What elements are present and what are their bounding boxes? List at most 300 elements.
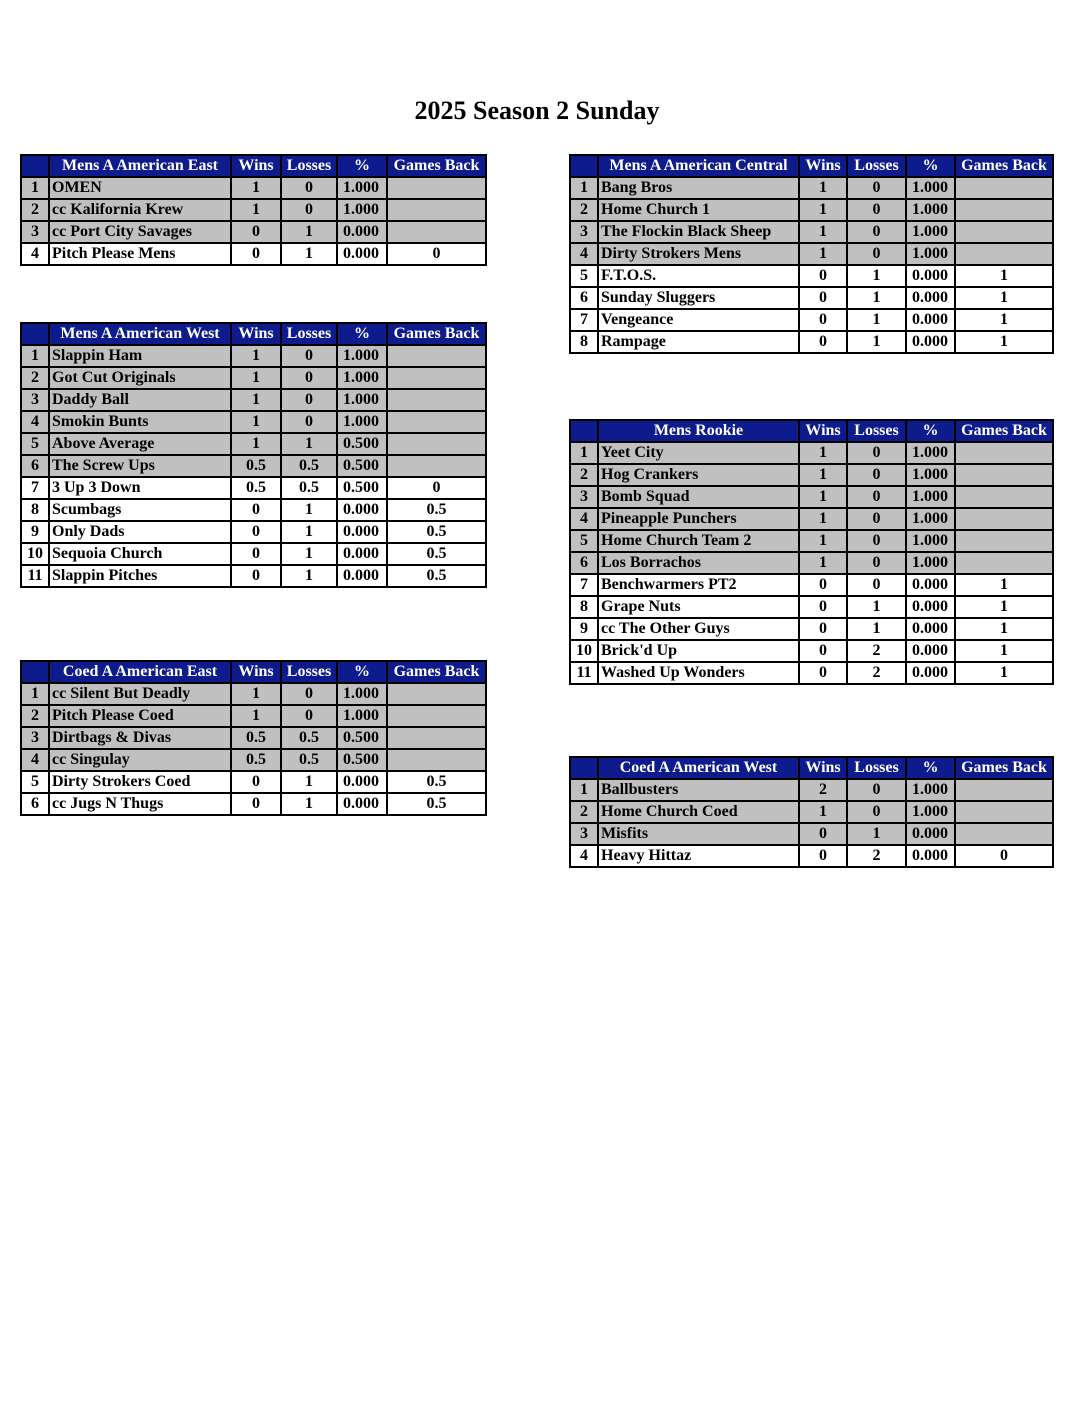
- table-row: [21, 683, 486, 705]
- table-row: [21, 389, 486, 411]
- header-games-back: Games Back: [387, 661, 486, 683]
- division-name: Coed A American West: [598, 757, 799, 779]
- rank-cell: 4: [21, 749, 49, 771]
- wins-cell: 0.5: [231, 727, 281, 749]
- wins-cell: 1: [799, 442, 847, 464]
- rank-cell: 11: [570, 662, 598, 684]
- team-name-cell: Dirty Strokers Mens: [598, 243, 799, 265]
- team-name-cell: Home Church 1: [598, 199, 799, 221]
- pct-cell: 1.000: [337, 389, 387, 411]
- games-back-cell: [955, 221, 1053, 243]
- games-back-cell: [955, 552, 1053, 574]
- games-back-cell: [387, 221, 486, 243]
- team-name-cell: Washed Up Wonders: [598, 662, 799, 684]
- games-back-cell: 0: [387, 477, 486, 499]
- table-row: [570, 530, 1053, 552]
- rank-cell: 6: [21, 455, 49, 477]
- team-name-cell: Ballbusters: [598, 779, 799, 801]
- rank-cell: 5: [570, 530, 598, 552]
- team-name-cell: The Flockin Black Sheep: [598, 221, 799, 243]
- losses-cell: 1: [281, 243, 337, 265]
- games-back-cell: 0.5: [387, 543, 486, 565]
- games-back-cell: [387, 177, 486, 199]
- table-row: [21, 499, 486, 521]
- wins-cell: 0: [231, 543, 281, 565]
- wins-cell: 1: [799, 552, 847, 574]
- games-back-cell: [387, 455, 486, 477]
- games-back-cell: [387, 389, 486, 411]
- rank-cell: 8: [570, 331, 598, 353]
- wins-cell: 0: [799, 618, 847, 640]
- table-row: [570, 845, 1053, 867]
- team-name-cell: The Screw Ups: [49, 455, 231, 477]
- games-back-cell: [955, 530, 1053, 552]
- losses-cell: 1: [847, 265, 906, 287]
- table-row: [21, 221, 486, 243]
- pct-cell: 1.000: [337, 683, 387, 705]
- division-name: Mens A American West: [49, 323, 231, 345]
- rank-cell: 6: [21, 793, 49, 815]
- pct-cell: 0.000: [337, 543, 387, 565]
- standings-table: [20, 322, 487, 588]
- wins-cell: 0.5: [231, 749, 281, 771]
- team-name-cell: Pineapple Punchers: [598, 508, 799, 530]
- table-header-row: [21, 323, 486, 345]
- losses-cell: 1: [281, 499, 337, 521]
- team-name-cell: Above Average: [49, 433, 231, 455]
- division-name: Mens Rookie: [598, 420, 799, 442]
- wins-cell: 1: [799, 177, 847, 199]
- pct-cell: 0.000: [906, 287, 955, 309]
- rank-cell: 2: [570, 801, 598, 823]
- losses-cell: 0: [281, 683, 337, 705]
- header-games-back: Games Back: [955, 757, 1053, 779]
- team-name-cell: cc Jugs N Thugs: [49, 793, 231, 815]
- wins-cell: 1: [799, 508, 847, 530]
- table-row: [570, 823, 1053, 845]
- division-name: Mens A American Central: [598, 155, 799, 177]
- games-back-cell: [955, 508, 1053, 530]
- header-pct: %: [906, 420, 955, 442]
- wins-cell: 0: [799, 331, 847, 353]
- wins-cell: 0: [231, 243, 281, 265]
- pct-cell: 1.000: [337, 345, 387, 367]
- rank-cell: 4: [570, 845, 598, 867]
- losses-cell: 0: [847, 552, 906, 574]
- division-name: Coed A American East: [49, 661, 231, 683]
- wins-cell: 1: [799, 199, 847, 221]
- table-row: [21, 565, 486, 587]
- losses-cell: 1: [281, 221, 337, 243]
- standings-table: [20, 660, 487, 816]
- table-row: [570, 309, 1053, 331]
- pct-cell: 1.000: [906, 464, 955, 486]
- team-name-cell: Bang Bros: [598, 177, 799, 199]
- losses-cell: 1: [281, 793, 337, 815]
- pct-cell: 0.000: [337, 793, 387, 815]
- table-header-row: [21, 661, 486, 683]
- games-back-cell: 1: [955, 662, 1053, 684]
- header-wins: Wins: [231, 661, 281, 683]
- losses-cell: 0.5: [281, 455, 337, 477]
- table-row: [21, 521, 486, 543]
- games-back-cell: 0.5: [387, 499, 486, 521]
- table-row: [570, 177, 1053, 199]
- team-name-cell: Got Cut Originals: [49, 367, 231, 389]
- rank-cell: 11: [21, 565, 49, 587]
- wins-cell: 0: [799, 823, 847, 845]
- rank-cell: 6: [570, 552, 598, 574]
- header-wins: Wins: [231, 323, 281, 345]
- table-row: [21, 455, 486, 477]
- losses-cell: 1: [281, 521, 337, 543]
- wins-cell: 1: [231, 389, 281, 411]
- rank-cell: 9: [21, 521, 49, 543]
- team-name-cell: 3 Up 3 Down: [49, 477, 231, 499]
- wins-cell: 0.5: [231, 477, 281, 499]
- losses-cell: 0: [847, 530, 906, 552]
- losses-cell: 2: [847, 845, 906, 867]
- header-games-back: Games Back: [387, 323, 486, 345]
- header-losses: Losses: [847, 155, 906, 177]
- rank-cell: 7: [570, 574, 598, 596]
- games-back-cell: [387, 705, 486, 727]
- rank-cell: 4: [570, 243, 598, 265]
- table-row: [21, 793, 486, 815]
- team-name-cell: Daddy Ball: [49, 389, 231, 411]
- table-row: [21, 433, 486, 455]
- losses-cell: 0: [847, 508, 906, 530]
- wins-cell: 1: [231, 367, 281, 389]
- team-name-cell: Heavy Hittaz: [598, 845, 799, 867]
- games-back-cell: [387, 367, 486, 389]
- team-name-cell: Sequoia Church: [49, 543, 231, 565]
- header-rank-cell: [21, 155, 49, 177]
- header-rank-cell: [21, 323, 49, 345]
- table-row: [21, 543, 486, 565]
- header-losses: Losses: [281, 661, 337, 683]
- wins-cell: 1: [231, 345, 281, 367]
- rank-cell: 4: [21, 411, 49, 433]
- losses-cell: 0.5: [281, 727, 337, 749]
- losses-cell: 1: [847, 287, 906, 309]
- table-row: [21, 177, 486, 199]
- losses-cell: 1: [281, 433, 337, 455]
- table-row: [570, 199, 1053, 221]
- rank-cell: 8: [570, 596, 598, 618]
- wins-cell: 1: [231, 199, 281, 221]
- pct-cell: 1.000: [906, 221, 955, 243]
- rank-cell: 10: [570, 640, 598, 662]
- header-games-back: Games Back: [955, 155, 1053, 177]
- header-pct: %: [906, 155, 955, 177]
- table-row: [21, 243, 486, 265]
- standings-table: [569, 756, 1054, 868]
- wins-cell: 0: [799, 640, 847, 662]
- wins-cell: 1: [231, 411, 281, 433]
- rank-cell: 3: [570, 823, 598, 845]
- wins-cell: 0: [799, 596, 847, 618]
- games-back-cell: [955, 442, 1053, 464]
- table-row: [570, 508, 1053, 530]
- header-rank-cell: [21, 661, 49, 683]
- pct-cell: 1.000: [337, 199, 387, 221]
- pct-cell: 1.000: [906, 530, 955, 552]
- table-row: [21, 727, 486, 749]
- pct-cell: 0.000: [337, 771, 387, 793]
- table-header-row: [570, 757, 1053, 779]
- losses-cell: 0: [281, 705, 337, 727]
- wins-cell: 0: [231, 221, 281, 243]
- pct-cell: 0.000: [337, 243, 387, 265]
- team-name-cell: cc Kalifornia Krew: [49, 199, 231, 221]
- wins-cell: 0: [799, 287, 847, 309]
- pct-cell: 0.000: [906, 845, 955, 867]
- wins-cell: 0: [231, 565, 281, 587]
- pct-cell: 1.000: [906, 801, 955, 823]
- games-back-cell: [387, 345, 486, 367]
- games-back-cell: [387, 433, 486, 455]
- losses-cell: 0: [281, 177, 337, 199]
- wins-cell: 1: [231, 683, 281, 705]
- header-losses: Losses: [281, 323, 337, 345]
- header-games-back: Games Back: [387, 155, 486, 177]
- pct-cell: 0.500: [337, 477, 387, 499]
- rank-cell: 2: [21, 199, 49, 221]
- pct-cell: 1.000: [906, 486, 955, 508]
- games-back-cell: 1: [955, 265, 1053, 287]
- pct-cell: 1.000: [906, 177, 955, 199]
- team-name-cell: Slappin Ham: [49, 345, 231, 367]
- losses-cell: 1: [847, 331, 906, 353]
- wins-cell: 0: [231, 499, 281, 521]
- wins-cell: 1: [799, 464, 847, 486]
- team-name-cell: cc Silent But Deadly: [49, 683, 231, 705]
- table-row: [570, 243, 1053, 265]
- header-wins: Wins: [231, 155, 281, 177]
- rank-cell: 5: [21, 771, 49, 793]
- games-back-cell: [387, 411, 486, 433]
- team-name-cell: Benchwarmers PT2: [598, 574, 799, 596]
- table-row: [570, 779, 1053, 801]
- games-back-cell: 1: [955, 574, 1053, 596]
- table-row: [570, 331, 1053, 353]
- wins-cell: 1: [799, 243, 847, 265]
- games-back-cell: 1: [955, 596, 1053, 618]
- team-name-cell: Dirtbags & Divas: [49, 727, 231, 749]
- wins-cell: 1: [799, 221, 847, 243]
- games-back-cell: 0.5: [387, 771, 486, 793]
- losses-cell: 2: [847, 640, 906, 662]
- team-name-cell: Bomb Squad: [598, 486, 799, 508]
- team-name-cell: cc Singulay: [49, 749, 231, 771]
- losses-cell: 0: [847, 221, 906, 243]
- rank-cell: 10: [21, 543, 49, 565]
- losses-cell: 1: [847, 618, 906, 640]
- team-name-cell: Dirty Strokers Coed: [49, 771, 231, 793]
- games-back-cell: [955, 779, 1053, 801]
- pct-cell: 0.500: [337, 433, 387, 455]
- rank-cell: 7: [21, 477, 49, 499]
- games-back-cell: 0: [387, 243, 486, 265]
- table-row: [570, 486, 1053, 508]
- wins-cell: 1: [231, 433, 281, 455]
- team-name-cell: Misfits: [598, 823, 799, 845]
- pct-cell: 0.000: [337, 521, 387, 543]
- rank-cell: 6: [570, 287, 598, 309]
- losses-cell: 0: [847, 177, 906, 199]
- team-name-cell: Only Dads: [49, 521, 231, 543]
- losses-cell: 0: [847, 464, 906, 486]
- games-back-cell: 0.5: [387, 521, 486, 543]
- wins-cell: 0: [799, 265, 847, 287]
- table-row: [570, 618, 1053, 640]
- table-row: [21, 477, 486, 499]
- rank-cell: 9: [570, 618, 598, 640]
- table-row: [570, 801, 1053, 823]
- table-header-row: [21, 155, 486, 177]
- games-back-cell: 1: [955, 618, 1053, 640]
- rank-cell: 3: [570, 221, 598, 243]
- team-name-cell: OMEN: [49, 177, 231, 199]
- wins-cell: 1: [799, 486, 847, 508]
- losses-cell: 0: [281, 411, 337, 433]
- pct-cell: 1.000: [906, 243, 955, 265]
- losses-cell: 0: [847, 199, 906, 221]
- team-name-cell: Pitch Please Coed: [49, 705, 231, 727]
- pct-cell: 0.000: [906, 309, 955, 331]
- games-back-cell: [955, 464, 1053, 486]
- losses-cell: 2: [847, 662, 906, 684]
- rank-cell: 1: [570, 779, 598, 801]
- rank-cell: 1: [570, 442, 598, 464]
- wins-cell: 0: [231, 793, 281, 815]
- table-row: [21, 367, 486, 389]
- table-header-row: [570, 155, 1053, 177]
- games-back-cell: 1: [955, 309, 1053, 331]
- header-losses: Losses: [847, 757, 906, 779]
- table-row: [570, 640, 1053, 662]
- losses-cell: 0: [281, 345, 337, 367]
- team-name-cell: Sunday Sluggers: [598, 287, 799, 309]
- header-losses: Losses: [847, 420, 906, 442]
- page-title: 2025 Season 2 Sunday: [414, 96, 660, 125]
- pct-cell: 1.000: [906, 199, 955, 221]
- team-name-cell: Yeet City: [598, 442, 799, 464]
- header-pct: %: [337, 661, 387, 683]
- team-name-cell: Brick'd Up: [598, 640, 799, 662]
- losses-cell: 0: [847, 442, 906, 464]
- table-row: [21, 705, 486, 727]
- losses-cell: 0: [847, 486, 906, 508]
- wins-cell: 0: [231, 521, 281, 543]
- games-back-cell: [387, 199, 486, 221]
- losses-cell: 1: [281, 543, 337, 565]
- games-back-cell: 0.5: [387, 793, 486, 815]
- losses-cell: 0.5: [281, 477, 337, 499]
- team-name-cell: Los Borrachos: [598, 552, 799, 574]
- losses-cell: 1: [281, 565, 337, 587]
- table-row: [570, 662, 1053, 684]
- pct-cell: 0.500: [337, 727, 387, 749]
- pct-cell: 1.000: [337, 705, 387, 727]
- table-row: [570, 221, 1053, 243]
- table-row: [570, 265, 1053, 287]
- rank-cell: 4: [21, 243, 49, 265]
- pct-cell: 1.000: [337, 367, 387, 389]
- losses-cell: 1: [847, 596, 906, 618]
- wins-cell: 1: [231, 177, 281, 199]
- rank-cell: 1: [21, 177, 49, 199]
- wins-cell: 2: [799, 779, 847, 801]
- table-row: [570, 574, 1053, 596]
- team-name-cell: Home Church Team 2: [598, 530, 799, 552]
- standings-table: [569, 419, 1054, 685]
- losses-cell: 1: [847, 309, 906, 331]
- losses-cell: 1: [847, 823, 906, 845]
- team-name-cell: Rampage: [598, 331, 799, 353]
- losses-cell: 0.5: [281, 749, 337, 771]
- table-row: [21, 199, 486, 221]
- pct-cell: 0.000: [337, 565, 387, 587]
- games-back-cell: [387, 683, 486, 705]
- pct-cell: 0.500: [337, 749, 387, 771]
- table-row: [21, 771, 486, 793]
- pct-cell: 0.000: [906, 265, 955, 287]
- table-row: [21, 411, 486, 433]
- table-row: [570, 287, 1053, 309]
- games-back-cell: [955, 801, 1053, 823]
- games-back-cell: 1: [955, 640, 1053, 662]
- pct-cell: 1.000: [906, 552, 955, 574]
- pct-cell: 0.000: [906, 823, 955, 845]
- rank-cell: 1: [21, 345, 49, 367]
- rank-cell: 2: [570, 464, 598, 486]
- team-name-cell: F.T.O.S.: [598, 265, 799, 287]
- pct-cell: 0.000: [337, 499, 387, 521]
- rank-cell: 3: [21, 727, 49, 749]
- header-rank-cell: [570, 420, 598, 442]
- wins-cell: 0.5: [231, 455, 281, 477]
- wins-cell: 0: [799, 309, 847, 331]
- rank-cell: 5: [570, 265, 598, 287]
- header-losses: Losses: [281, 155, 337, 177]
- games-back-cell: [955, 243, 1053, 265]
- division-name: Mens A American East: [49, 155, 231, 177]
- table-header-row: [570, 420, 1053, 442]
- losses-cell: 0: [847, 243, 906, 265]
- wins-cell: 0: [799, 574, 847, 596]
- rank-cell: 8: [21, 499, 49, 521]
- pct-cell: 0.000: [906, 618, 955, 640]
- header-rank-cell: [570, 757, 598, 779]
- games-back-cell: [955, 486, 1053, 508]
- pct-cell: 0.000: [337, 221, 387, 243]
- wins-cell: 0: [799, 662, 847, 684]
- games-back-cell: [955, 177, 1053, 199]
- losses-cell: 0: [847, 801, 906, 823]
- rank-cell: 3: [21, 389, 49, 411]
- standings-table: [569, 154, 1054, 354]
- header-wins: Wins: [799, 420, 847, 442]
- table-row: [570, 596, 1053, 618]
- header-wins: Wins: [799, 155, 847, 177]
- pct-cell: 0.000: [906, 596, 955, 618]
- header-pct: %: [337, 323, 387, 345]
- team-name-cell: Slappin Pitches: [49, 565, 231, 587]
- table-row: [570, 464, 1053, 486]
- pct-cell: 0.000: [906, 662, 955, 684]
